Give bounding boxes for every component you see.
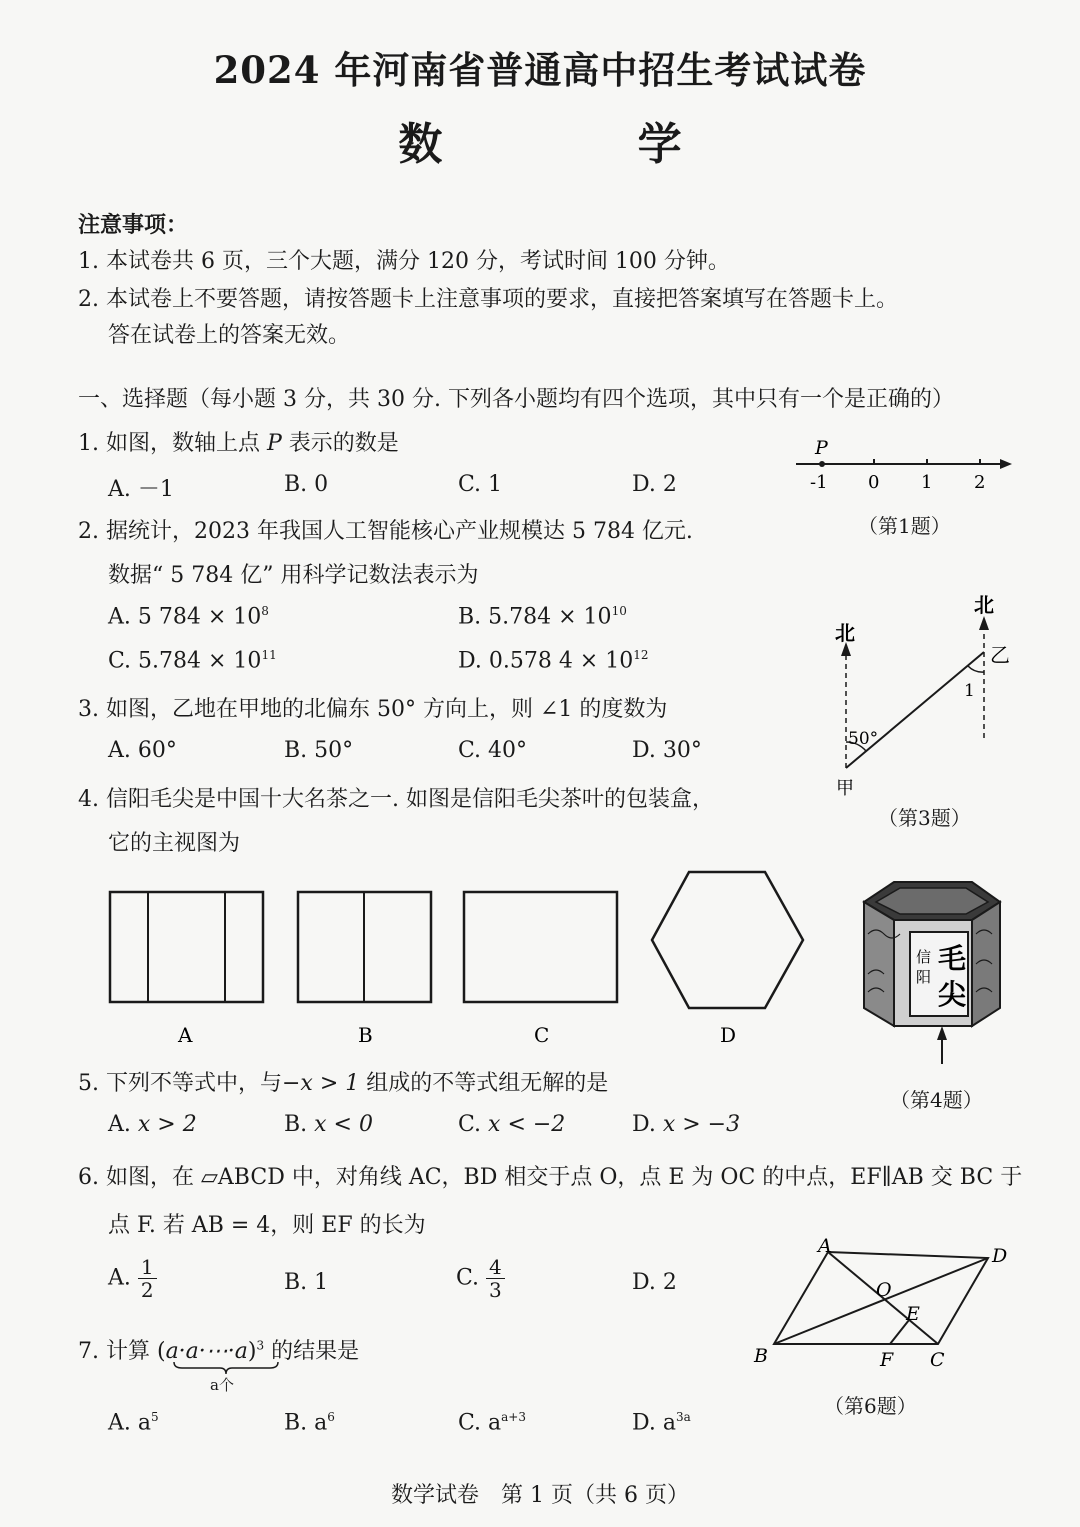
q2-stem-line2: 数据“ 5 784 亿” 用科学记数法表示为 [108,563,479,588]
q6-option-d: D. 2 [632,1270,677,1295]
point-label-p: P [815,437,828,459]
point-e-label: E [906,1303,920,1325]
option-b-label: B [358,1023,373,1047]
q7-stem-pre: 7. 计算 ( [78,1339,166,1364]
q3-stem: 3. 如图，乙地在甲地的北偏东 50° 方向上，则 ∠1 的度数为 [78,697,668,722]
q6-parallelogram-figure [748,1236,1028,1376]
q2-option-b-base: B. 5.784 × 10 [458,604,612,630]
q7-stem-exp: 3 [256,1338,265,1353]
q7-option-c [458,1410,526,1435]
q6-option-b: B. 1 [284,1270,329,1295]
angle-50-label: 50° [848,729,879,749]
q5-option-d [632,1112,740,1137]
q2-option-c-base: C. 5.784 × 10 [108,648,262,674]
q6-option-c-fraction [486,1256,505,1301]
option-a-rect [110,892,263,1002]
q5-stem-expr: −x > 1 [281,1071,360,1096]
number-line-arrow [1000,459,1012,469]
q7-option-d [632,1410,691,1435]
q2-option-d-exp: 12 [633,648,649,662]
q3-option-d: D. 30° [632,738,702,763]
notice-item-1: 1. 本试卷共 6 页，三个大题，满分 120 分，考试时间 100 分钟。 [78,249,730,274]
q5-stem-pre: 5. 下列不等式中，与 [78,1071,282,1096]
option-c-rect [464,892,617,1002]
start-point-label: 甲 [836,778,854,799]
option-a-label: A [178,1023,193,1047]
q1-stem-post: 表示的数是 [281,431,399,456]
q2-option-c-exp: 11 [261,648,277,662]
q4-stem-line2: 它的主视图为 [108,831,241,856]
q7-option-a [108,1410,159,1435]
section-heading: 一、选择题（每小题 3 分，共 30 分. 下列各小题均有四个选项，其中只有一个是正确的） [78,387,954,412]
q6-option-c-label: C. [456,1265,480,1291]
exam-title: 2024 年河南省普通高中招生考试试卷 [213,48,867,92]
q2-option-a-base: A. 5 784 × 10 [108,604,262,630]
notice-item-2-cont: 答在试卷上的答案无效。 [108,323,351,348]
underbrace-path [174,1362,278,1374]
tea-box-big-char-1: 毛 [938,942,967,975]
q6-stem-line1: 6. 如图，在 ▱ABCD 中，对角线 AC，BD 相交于点 O，点 E 为 OC 的中点，EF∥AB 交 BC 于 [78,1165,1023,1190]
q6-option-c-numerator: 4 [486,1256,505,1279]
q5-stem [78,1066,608,1097]
q5-option-b [284,1112,373,1137]
q7-option-c-exp: a+3 [501,1410,526,1424]
point-o-label: O [876,1279,892,1301]
exam-subject: 数 学 [398,119,772,170]
option-d-hexagon [652,872,803,1008]
q7-option-b-label: B. a [284,1410,328,1436]
right-north-arrow [979,616,989,630]
vertex-a-label: A [818,1236,832,1257]
q6-option-c [456,1256,505,1301]
left-north-label: 北 [835,621,855,645]
q1-stem [78,426,399,457]
q2-option-a [108,604,269,629]
q7-option-b-exp: 6 [327,1410,335,1424]
q7-option-b [284,1410,335,1435]
q5-option-a-expr: x > 2 [137,1112,197,1137]
option-c-label: C [534,1023,550,1047]
tea-box-big-char-2: 尖 [938,978,967,1011]
q4-stem-line1: 4. 信阳毛尖是中国十大名茶之一. 如图是信阳毛尖茶叶的包装盒， [78,787,714,812]
q6-option-a-numerator: 1 [138,1256,157,1279]
q7-option-c-label: C. a [458,1410,502,1436]
tea-box-small-char-2: 阳 [916,968,932,986]
q1-option-d: D. 2 [632,472,677,497]
q4-view-options-figure [100,862,820,1052]
notice-heading: 注意事项： [78,212,189,238]
angle-1-label: 1 [964,681,975,701]
q3-figure-caption: （第3题） [878,806,971,830]
q1-stem-var: P [266,431,282,456]
notice-item-2: 2. 本试卷上不要答题，请按答题卡上注意事项的要求，直接把答案填写在答题卡上。 [78,287,898,312]
q3-option-c: C. 40° [458,738,528,763]
vertex-c-label: C [930,1349,945,1371]
tick-label-neg1: -1 [810,472,828,493]
q5-option-a [108,1112,197,1137]
q7-option-d-label: D. a [632,1410,676,1436]
q5-option-c-label: C. [458,1112,489,1137]
q5-stem-post: 组成的不等式组无解的是 [359,1071,609,1096]
q5-option-a-label: A. [108,1112,138,1137]
q1-stem-pre: 1. 如图，数轴上点 [78,431,267,456]
q5-option-c [458,1112,565,1137]
q2-option-b [458,604,627,629]
q4-figure-caption: （第4题） [890,1088,983,1112]
q2-option-c [108,648,277,673]
point-f-label: F [880,1349,894,1371]
q7-option-d-exp: 3a [675,1410,691,1424]
q1-number-line-figure [790,432,1020,502]
q5-option-d-label: D. [632,1112,663,1137]
tick-label-0: 0 [868,472,880,493]
tea-box-left-face [864,902,894,1026]
q2-option-d [458,648,649,673]
tea-box-small-char-1: 信 [916,948,932,966]
q7-stem-close: ) [247,1339,257,1364]
page-footer: 数学试卷 第 1 页（共 6 页） [391,1483,689,1508]
q6-option-c-denominator: 3 [489,1278,502,1302]
q6-option-a-fraction [138,1256,157,1301]
q6-option-a-denominator: 2 [140,1278,154,1302]
q5-option-b-label: B. [284,1112,315,1137]
option-d-label: D [720,1023,737,1047]
number-line-point-p [819,461,825,467]
q5-option-d-expr: x > −3 [662,1112,741,1137]
q6-option-a [108,1256,157,1301]
tea-box-lid-inner [876,888,988,914]
q2-stem-line1: 2. 据统计，2023 年我国人工智能核心产业规模达 5 784 亿元. [78,519,693,544]
vertex-b-label: B [754,1345,768,1367]
q6-stem-line2: 点 F. 若 AB = 4，则 EF 的长为 [108,1213,426,1238]
q7-brace-label: a个 [210,1376,234,1394]
view-direction-arrow-head [937,1026,947,1040]
q5-option-c-expr: x < −2 [488,1112,566,1137]
q3-direction-figure [820,588,1030,803]
q7-option-a-label: A. a [108,1410,151,1436]
diagonal-bd [774,1258,988,1344]
right-north-label: 北 [974,593,994,617]
end-point-label: 乙 [990,643,1010,667]
q5-option-b-expr: x < 0 [314,1112,373,1137]
path-line [846,652,984,768]
q2-option-a-exp: 8 [261,604,269,618]
q7-stem-post: 的结果是 [264,1339,360,1364]
angle-1-arc [968,666,984,672]
vertex-d-label: D [992,1245,1008,1267]
q1-figure-caption: （第1题） [858,514,951,538]
q3-option-b: B. 50° [284,738,354,763]
q2-option-d-base: D. 0.578 4 × 10 [458,648,634,674]
tick-label-1: 1 [921,472,933,493]
q6-figure-caption: （第6题） [824,1394,917,1418]
tick-label-2: 2 [974,472,986,493]
q2-option-b-exp: 10 [611,604,627,618]
tea-box-illustration [854,874,1014,1074]
q1-option-a: A. －1 [108,477,174,502]
q3-option-a: A. 60° [108,738,177,763]
q1-option-b: B. 0 [284,472,329,497]
q7-stem-inner: a·a·⋯·a [165,1339,248,1364]
q6-option-a-label: A. [108,1265,131,1291]
q1-option-c: C. 1 [458,472,503,497]
q7-option-a-exp: 5 [151,1410,159,1424]
